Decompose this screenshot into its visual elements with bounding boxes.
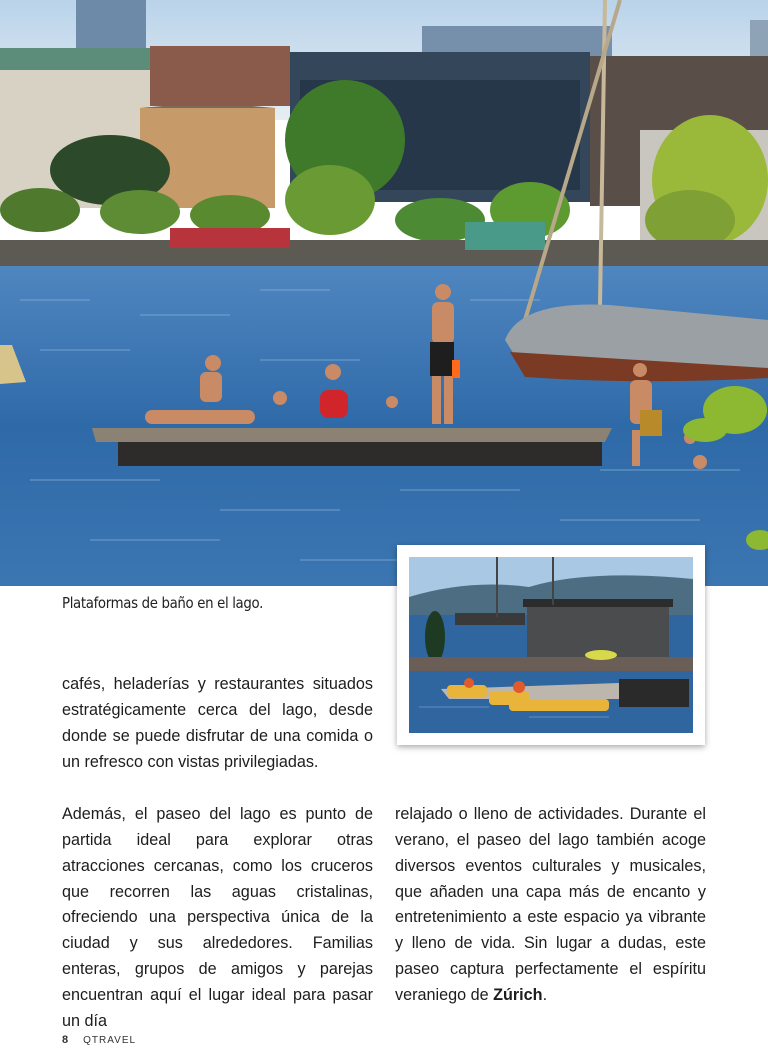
city-name-bold: Zúrich bbox=[493, 985, 543, 1004]
paragraph-paseo: Además, el paseo del lago es punto de partida ideal para explorar otras atracciones cercanas, como los cruceros que recorren las aguas cristalinas, ofreciendo una perspectiva única de la ciudad y sus alrededores. Familias enteras, grupos de amigos y parejas encuentran aquí el lugar ideal para pasar un día bbox=[62, 805, 373, 1030]
page-number: 8 bbox=[62, 1034, 70, 1046]
paragraph-verano-text: relajado o lleno de actividades. Durante el verano, el paseo del lago también acoge diversos eventos culturales y musicales, que añaden una capa más de encanto y entretenimiento a este espacio ya vibrante y lleno de vida. Sin lugar a dudas, este paseo captura perfectamente el espíritu veraniego de bbox=[395, 805, 706, 1004]
pedal-boats-photo-illustration bbox=[409, 557, 693, 733]
page-footer bbox=[62, 1034, 136, 1046]
brand-name: QTRAVEL bbox=[83, 1034, 137, 1046]
photo-caption: Plataformas de baño en el lago. bbox=[62, 594, 263, 612]
paragraph-verano-end: . bbox=[542, 985, 548, 1004]
paragraph-cafes: cafés, heladerías y restaurantes situados estratégicamente cerca del lago, desde donde se puede disfrutar de una comida o un refresco con vistas privilegiadas. bbox=[62, 675, 373, 771]
paragraph-verano bbox=[395, 802, 706, 1008]
inset-photo-frame bbox=[397, 545, 705, 745]
